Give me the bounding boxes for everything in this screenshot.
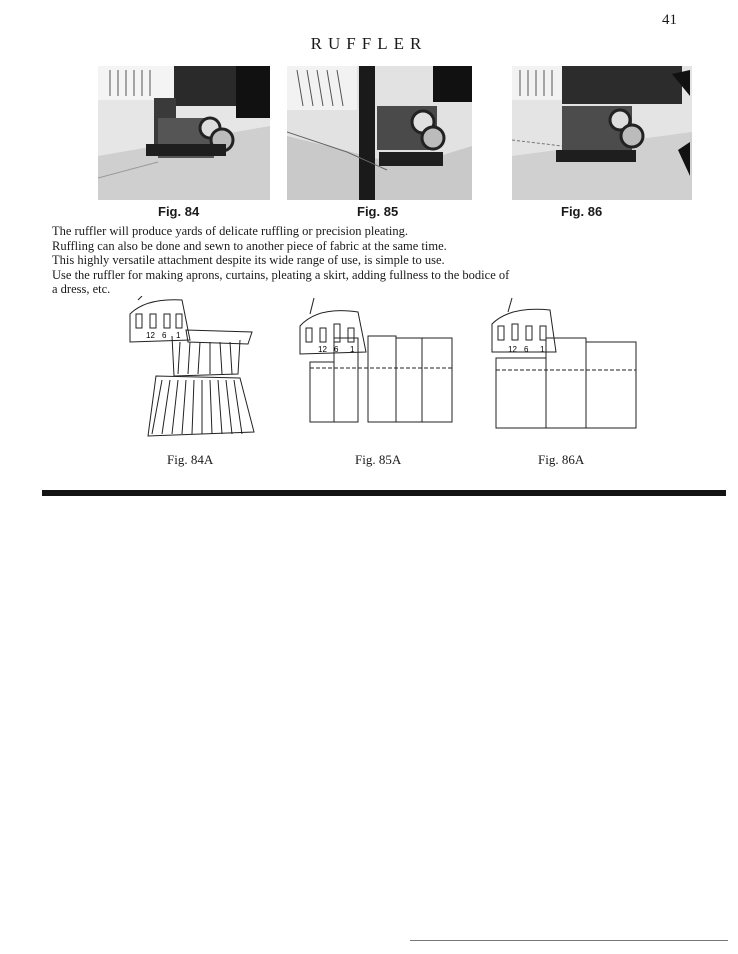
dial-number: 12	[318, 345, 327, 354]
dial-number: 1	[176, 331, 181, 340]
dial-number: 6	[524, 345, 529, 354]
sewing-machine-ruffler-photo	[98, 66, 270, 200]
sketch-caption-fig-85a: Fig. 85A	[355, 452, 402, 467]
body-line: The ruffler will produce yards of delicate ruffling or precision pleating.	[52, 224, 409, 238]
dial-number: 6	[162, 331, 167, 340]
sewing-machine-ruffler-photo	[512, 66, 692, 200]
footer-rule	[410, 940, 728, 941]
ruffler-pleat-diagram	[298, 296, 456, 432]
photo-caption-fig-85: Fig. 85	[357, 204, 399, 219]
sketch-caption-fig-84a: Fig. 84A	[167, 452, 214, 467]
ruffler-pleat-diagram	[490, 296, 640, 432]
photo-fig-84	[98, 66, 270, 200]
page-title: RUFFLER	[310, 34, 428, 53]
photo-fig-86	[512, 66, 692, 200]
dial-number: 12	[146, 331, 155, 340]
photo-caption-fig-86: Fig. 86	[561, 204, 603, 219]
body-line: This highly versatile attachment despite its wide range of use, is simple to use.	[52, 253, 445, 267]
photo-fig-85	[287, 66, 472, 200]
dial-number: 12	[508, 345, 517, 354]
body-line: a dress, etc.	[52, 282, 111, 296]
photo-caption-fig-84: Fig. 84	[158, 204, 200, 219]
ruffler-pleat-diagram	[128, 296, 258, 444]
body-text	[52, 224, 702, 297]
body-line: Use the ruffler for making aprons, curtains, pleating a skirt, adding fullness to the bodice of	[52, 267, 510, 282]
sketch-caption-fig-86a: Fig. 86A	[538, 452, 585, 467]
sketch-fig-85a	[298, 296, 456, 432]
sketch-fig-86a	[490, 296, 640, 432]
dial-number: 6	[334, 345, 339, 354]
dial-number: 1	[350, 345, 355, 354]
section-divider	[42, 490, 726, 496]
dial-number: 1	[540, 345, 545, 354]
page-number: 41	[662, 12, 677, 28]
sketch-fig-84a	[128, 296, 258, 444]
sewing-machine-ruffler-photo	[287, 66, 472, 200]
body-line: Ruffling can also be done and sewn to another piece of fabric at the same time.	[52, 238, 447, 253]
